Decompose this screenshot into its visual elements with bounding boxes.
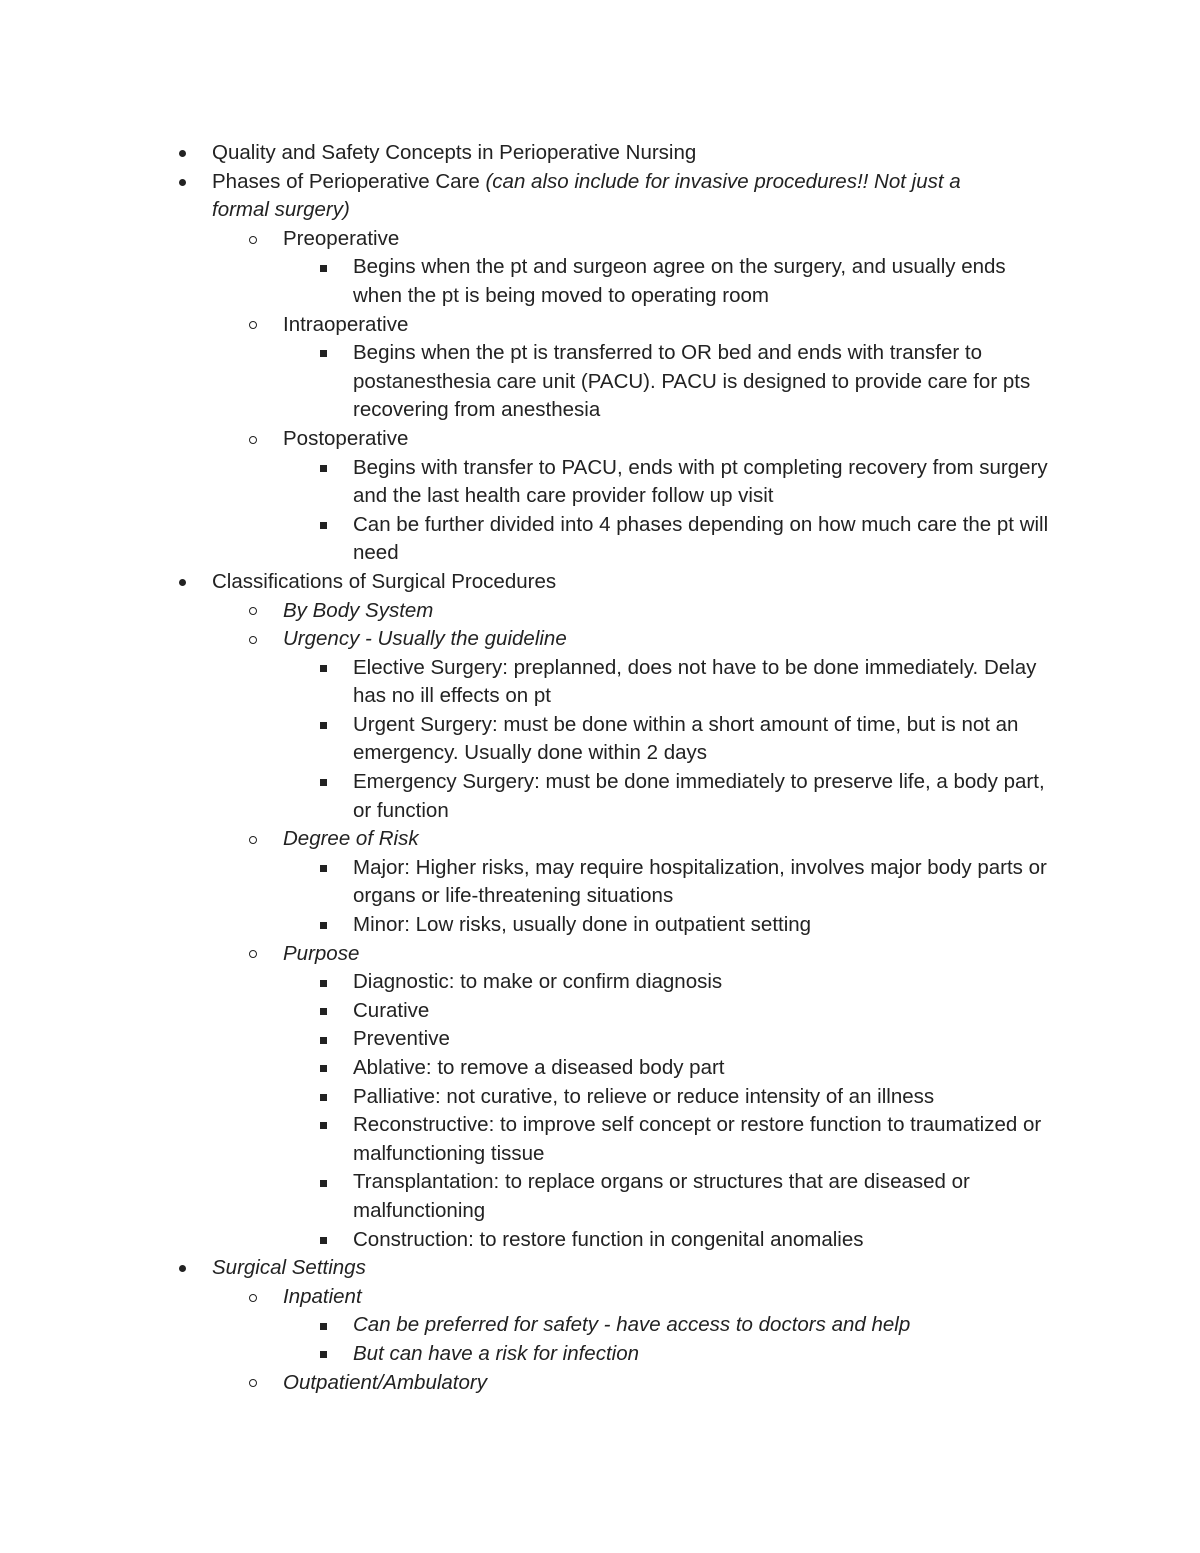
square-bullet-icon <box>316 1311 330 1340</box>
square-bullet-icon <box>316 1168 330 1197</box>
list-item-level-3 <box>0 768 1059 825</box>
list-item-level-3 <box>0 654 1059 711</box>
list-item-level-2 <box>0 225 1043 254</box>
circle-bullet-icon <box>246 825 260 854</box>
list-item-text: Ablative: to remove a diseased body part <box>353 1056 725 1079</box>
list-item-level-3 <box>0 911 1059 940</box>
square-bullet-icon <box>316 1111 330 1140</box>
list-item-text: Transplantation: to replace organs or structures that are diseased or malfunctioning <box>353 1170 970 1222</box>
list-item-text: Intraoperative <box>283 312 409 336</box>
circle-bullet-icon <box>246 311 260 340</box>
circle-bullet-icon <box>246 1369 260 1398</box>
square-bullet-icon <box>316 1083 330 1112</box>
list-item-text: Postoperative <box>283 426 409 450</box>
list-item-level-3 <box>0 253 1059 310</box>
list-item-text: Can be preferred for safety - have access to doctors and help <box>353 1313 911 1337</box>
list-item-level-2 <box>0 1369 1043 1398</box>
list-item-text: Major: Higher risks, may require hospitalization, involves major body parts or organs or life-threatening situations <box>353 855 1047 908</box>
list-item-text: Begins with transfer to PACU, ends with pt completing recovery from surgery and the last health care provider follow up visit <box>353 455 1048 508</box>
list-item-text: Preoperative <box>283 226 400 250</box>
list-item-level-3 <box>0 1168 1059 1225</box>
circle-bullet-icon <box>246 1283 260 1312</box>
list-item-level-1 <box>0 168 1012 225</box>
list-item-text: By Body System <box>283 598 434 622</box>
square-bullet-icon <box>316 968 330 997</box>
disc-bullet-icon <box>176 139 188 168</box>
square-bullet-icon <box>316 1340 330 1369</box>
list-item-level-3 <box>0 711 1059 768</box>
list-item-level-1 <box>0 568 1012 597</box>
list-item-level-2 <box>0 425 1043 454</box>
square-bullet-icon <box>316 711 330 740</box>
list-item-note: (can also include for invasive procedures!! Not just a formal surgery) <box>212 169 961 222</box>
square-bullet-icon <box>316 253 330 282</box>
list-item-text: Quality and Safety Concepts in Perioperative Nursing <box>212 141 697 164</box>
list-item-text: Begins when the pt and surgeon agree on the surgery, and usually ends when the pt is being moved to operating room <box>353 255 1006 307</box>
disc-bullet-icon <box>176 168 188 197</box>
list-item-level-2 <box>0 311 1043 340</box>
list-item-text: But can have a risk for infection <box>353 1341 640 1365</box>
list-item-text: Urgency - Usually the guideline <box>283 627 567 651</box>
square-bullet-icon <box>316 1025 330 1054</box>
list-item-text: Construction: to restore function in congenital anomalies <box>353 1227 864 1251</box>
list-item-text: Purpose <box>283 941 360 965</box>
list-item-level-3 <box>0 1340 1059 1369</box>
list-item-level-3 <box>0 1083 1059 1112</box>
list-item-level-3 <box>0 1025 1059 1054</box>
disc-bullet-icon <box>176 1254 188 1283</box>
list-item-level-2 <box>0 597 1043 626</box>
list-item-text: Inpatient <box>283 1284 362 1308</box>
list-item-text: Can be further divided into 4 phases depending on how much care the pt will need <box>353 512 1049 565</box>
list-item-text: Diagnostic: to make or confirm diagnosis <box>353 970 723 994</box>
disc-bullet-icon <box>176 568 188 597</box>
square-bullet-icon <box>316 854 330 883</box>
circle-bullet-icon <box>246 625 260 654</box>
list-item-text: Minor: Low risks, usually done in outpatient setting <box>353 913 812 937</box>
circle-bullet-icon <box>246 940 260 969</box>
document-page <box>0 139 1200 1397</box>
list-item-level-3 <box>0 854 1059 911</box>
list-item-level-3 <box>0 968 1059 997</box>
square-bullet-icon <box>316 654 330 683</box>
list-item-level-2 <box>0 1283 1043 1312</box>
square-bullet-icon <box>316 454 330 483</box>
circle-bullet-icon <box>246 225 260 254</box>
list-item-level-1 <box>0 139 1012 168</box>
list-item-level-3 <box>0 339 1059 425</box>
square-bullet-icon <box>316 1226 330 1255</box>
square-bullet-icon <box>316 339 330 368</box>
list-item-text: Reconstructive: to improve self concept or restore function to traumatized or malfunctioning tissue <box>353 1113 1042 1165</box>
list-item-level-3 <box>0 1054 1059 1083</box>
list-item-text: Urgent Surgery: must be done within a short amount of time, but is not an emergency. Usually done within 2 days <box>353 712 1019 765</box>
list-item-text: Begins when the pt is transferred to OR bed and ends with transfer to postanesthesia care unit (PACU). PACU is designed to provide care for pts recovering from anesthesia <box>353 341 1031 422</box>
list-item-level-3 <box>0 997 1059 1026</box>
square-bullet-icon <box>316 1054 330 1083</box>
list-item-text: Curative <box>353 998 430 1022</box>
list-item-level-3 <box>0 1226 1059 1255</box>
list-item-level-2 <box>0 940 1043 969</box>
list-item-text: Surgical Settings <box>212 1256 366 1280</box>
list-item-level-2 <box>0 825 1043 854</box>
list-item-text: Palliative: not curative, to relieve or reduce intensity of an illness <box>353 1084 935 1108</box>
circle-bullet-icon <box>246 425 260 454</box>
list-item-text: Degree of Risk <box>283 827 419 851</box>
list-item-text: Preventive <box>353 1027 450 1051</box>
square-bullet-icon <box>316 768 330 797</box>
square-bullet-icon <box>316 997 330 1026</box>
list-item-level-3 <box>0 1311 1059 1340</box>
list-item-level-3 <box>0 454 1059 511</box>
list-item-level-3 <box>0 1111 1059 1168</box>
square-bullet-icon <box>316 911 330 940</box>
list-item-text: Elective Surgery: preplanned, does not have to be done immediately. Delay has no ill effects on pt <box>353 655 1037 708</box>
list-item-level-3 <box>0 511 1059 568</box>
square-bullet-icon <box>316 511 330 540</box>
list-item-text: Classifications of Surgical Procedures <box>212 569 557 593</box>
list-item-text: Emergency Surgery: must be done immediately to preserve life, a body part, or function <box>353 770 1045 822</box>
list-item-level-1 <box>0 1254 1012 1283</box>
list-item-level-2 <box>0 625 1043 654</box>
list-item-text: Phases of Perioperative Care <box>212 169 486 193</box>
circle-bullet-icon <box>246 597 260 626</box>
list-item-text: Outpatient/Ambulatory <box>283 1370 487 1394</box>
